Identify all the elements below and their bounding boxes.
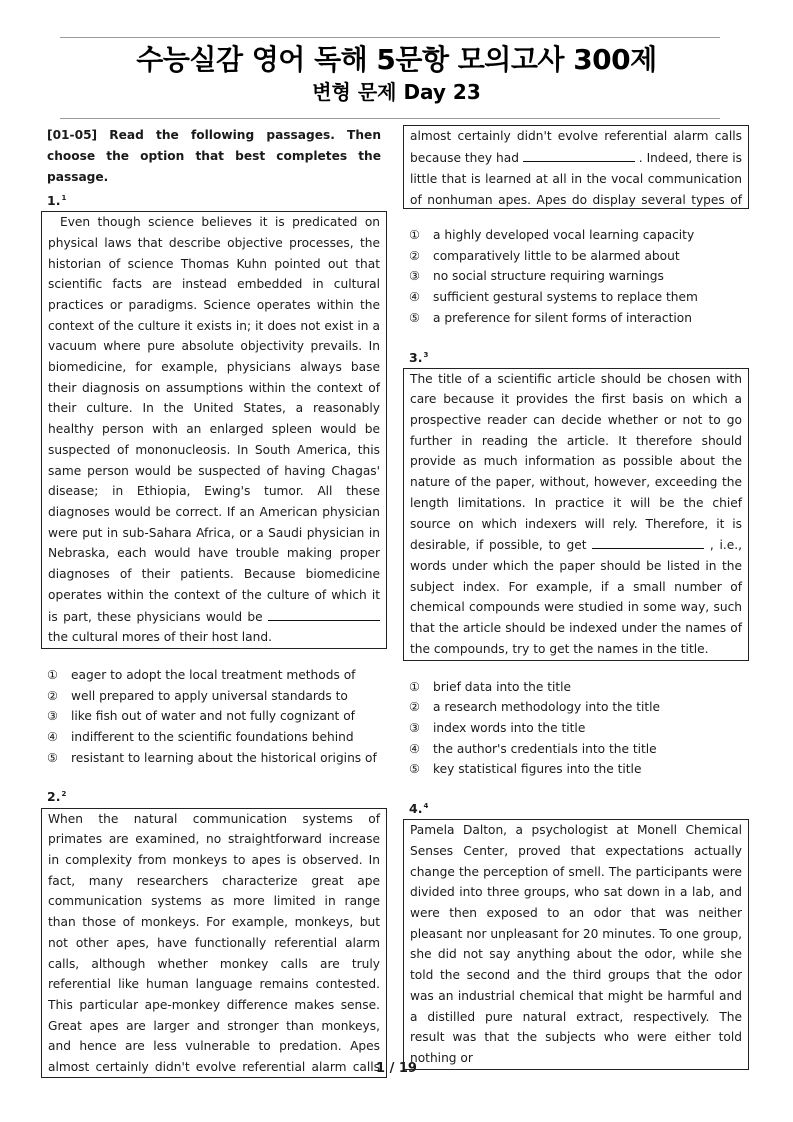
page-indicator: 1 / 19 (376, 1061, 417, 1076)
option-item[interactable]: ① a highly developed vocal learning capacity (409, 228, 695, 242)
header-bottom-rule (60, 118, 720, 119)
page-title: 수능실감 영어 독해 5문항 모의고사 300제 (136, 43, 657, 76)
footnote-marker: 2 (61, 790, 67, 799)
question-3-options (403, 677, 749, 781)
option-item[interactable]: ② a research methodology into the title (409, 700, 661, 715)
left-column (41, 125, 387, 1078)
footnote-marker: 1 (61, 194, 67, 202)
option-item[interactable]: ④ the author's credentials into the title (409, 741, 657, 756)
question-1-passage (41, 211, 387, 649)
option-item[interactable]: ⑤ resistant to learning about the historical origins of (47, 750, 377, 765)
footnote-marker: 4 (423, 802, 429, 811)
question-2-passage-part1 (41, 808, 387, 1078)
question-2-options (403, 225, 749, 329)
option-item[interactable]: ① eager to adopt the local treatment methods of (47, 667, 356, 682)
passage-text: The title of a scientific article should be chosen with care because it provides the first basis on which a prospective reader can decide whether or not to go further in reading the article. It therefore should provide as much information as possible about the nature of the paper, without, however, exceeding the length limitations. In practice it will be the chief source on which indexers will rely. Therefore, it is desirable, if possible, to get (410, 371, 742, 553)
option-item[interactable]: ③ index words into the title (409, 720, 586, 735)
answer-blank (592, 534, 704, 549)
option-item[interactable]: ③ no social structure requiring warnings (409, 269, 664, 284)
option-item[interactable]: ② comparatively little to be alarmed about (409, 248, 680, 263)
option-item[interactable]: ⑤ a preference for silent forms of interaction (409, 310, 692, 325)
question-1-options (41, 665, 387, 769)
question-1-number: 1.$^1$ (47, 193, 67, 209)
page-subtitle: 변형 문제 Day 23 (312, 80, 481, 104)
question-4-number: 4.$^4$ (409, 801, 429, 817)
option-item[interactable]: ④ indifferent to the scientific foundations behind (47, 730, 354, 745)
question-2-passage-continued: almost certainly didn't evolve referential alarm calls because they had . Indeed, there is little that is learned at all in the vocal communication of nonhuman apes. Apes do display several types of (403, 125, 749, 209)
option-item[interactable]: ② well prepared to apply universal standards to (47, 688, 348, 703)
option-item[interactable]: ④ sufficient gestural systems to replace them (409, 290, 698, 305)
passage-text: Even though science believes it is predicated on physical laws that describe objective processes, the historian of science Thomas Kuhn pointed out that scientific facts are instead embedded in cultural practices or paradigms. Science operates within the context of the culture it exists in; it does not exist in a vacuum where pure absolute objectivity prevails. In biomedicine, for example, physicians always base their diagnosis on assumptions within the context of their culture. In the United States, a reasonably healthy person with an enlarged spleen would be suspected of mononucleosis. In South America, this same person would be suspected of having Chagas' disease; in Ethiopia, Ewing's tumor. All these diagnoses would be correct. If an American physician were put in sub-Sahara Africa, or a Saudi physician in Nebraska, each would have trouble making proper diagnoses of their patients. Because biomedicine operates within the context of the culture of which it is part, these physicians would be (48, 215, 380, 624)
passage-text: When the natural communication systems of primates are examined, no straightforward increase in complexity from monkeys to apes is observed. In fact, many researchers characterize great ape communication systems as more limited in range than those of monkeys. For example, monkeys, but not other apes, have functionally referential alarm calls, although whether monkey calls are truly referential like human language remains contested. This particular ape-monkey difference makes sense. Great apes are larger and stronger than monkeys, and hence are less vulnerable to predation. Apes almost certainly didn't evolve referential alarm calls (48, 811, 380, 1075)
question-4-passage (403, 819, 749, 1069)
right-column (403, 125, 749, 1070)
footnote-marker: 3 (423, 350, 429, 359)
option-item[interactable]: ③ like fish out of water and not fully cognizant of (47, 709, 355, 724)
question-2-number: 2.$^2$ (47, 789, 67, 805)
answer-blank (268, 606, 380, 621)
passage-text: , i.e., words under which the paper should be listed in the subject index. For example, if a small number of chemical compounds were studied in some way, such that the article should be indexed under the names of the compounds, try to get the names in the title. (410, 538, 743, 656)
question-3-passage (403, 368, 749, 661)
passage-text: Pamela Dalton, a psychologist at Monell Chemical Senses Center, proved that expectations actually change the perception of smell. The participants were divided into three groups, who sat down in a lab, and were then exposed to an odor that was neither pleasant nor unpleasant for 20 minutes. To one group, she did not say anything about the odor, while she told the second and the third groups that the odor was an industrial chemical that might be harmful and a distilled pure natural extract, respectively. The result was that the subjects who were either told nothing or (410, 823, 742, 1065)
passage-text: the cultural mores of their host land. (48, 630, 272, 645)
question-3-number: 3.$^3$ (409, 349, 429, 365)
instructions: [01-05] Read the following passages. Then choose the option that best completes the passage. (47, 128, 381, 184)
option-item[interactable]: ⑤ key statistical figures into the title (409, 762, 642, 777)
option-item[interactable]: ① brief data into the title (409, 679, 572, 694)
